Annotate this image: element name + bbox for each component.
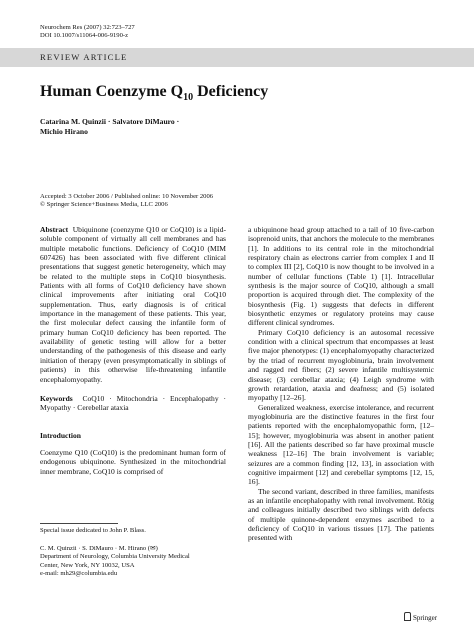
doi: DOI 10.1007/s11064-006-9190-z xyxy=(40,32,129,40)
keywords xyxy=(40,394,226,413)
publication-dates: Accepted: 3 October 2006 / Published online: 10 November 2006 © Springer Science+Business Media, LLC 2006 xyxy=(40,193,214,209)
affiliation-line: C. M. Quinzii · S. DiMauro · M. Hirano (✉) xyxy=(40,545,158,553)
introduction-heading: Introduction xyxy=(40,430,81,440)
journal-header xyxy=(40,24,135,41)
email: e-mail: mh29@columbia.edu xyxy=(40,569,118,577)
author-list: Catarina M. Quinzii · Salvatore DiMauro · Michio Hirano xyxy=(40,117,180,136)
article-type-banner xyxy=(0,48,474,67)
paragraph: a ubiquinone head group attached to a tail of 10 five-carbon isoprenoid units, that anchors the molecule to the membranes [1]. In additions to its central role in the mitochondrial respiratory chain as electrons carrier from complex I and II to complex III [2], CoQ10 is now thought to be involved in a number of cellular functions (Table 1) [1]. Intracellular synthesis is the major source of CoQ10, although a small proportion is acquired through diet. The complexity of the biosynthesis (Fig. 1) suggests that defects in different biosynthetic enzymes or regulatory proteins may cause different clinical syndromes. xyxy=(248,225,434,328)
abstract xyxy=(40,225,226,384)
journal-citation: Neurochem Res (2007) 32:723–727 xyxy=(40,24,135,31)
abstract-heading: Abstract xyxy=(40,225,69,234)
left-column xyxy=(40,225,226,476)
article-title: Human Coenzyme $Q_{10}$ Deficiency xyxy=(40,83,269,104)
affiliation-line: Center, New York, NY 10032, USA xyxy=(40,561,135,569)
right-column xyxy=(248,225,434,543)
publisher-logo: Springer xyxy=(404,612,437,622)
paragraph: The second variant, described in three families, manifests as an infantile encephalopathy with renal involvement. Rötig and colleagues initially described two siblings with defects of multiple quinone-dependent enzymes ascribed to a deficiency of CoQ10 in various tissues [17]. The patients presented with xyxy=(248,486,434,543)
affiliation-line: Department of Neurology, Columbia University Medical xyxy=(40,553,190,561)
footnote xyxy=(40,523,190,578)
paragraph: Generalized weakness, exercise intolerance, and recurrent myoglobinuria are the distinctive features in the first four patients reported with the encephalomyopathic form, [12–15]; however, myoglobinuria was absent in another patient [16]. All the patients described so far have proximal muscle weakness [12–16] The brain involvement is variable; seizures are a common finding [12, 13], in association with cognitive impairment [12] and cerebellar symptoms [12, 15, 16]. xyxy=(248,402,434,487)
paragraph: Primary CoQ10 deficiency is an autosomal recessive condition with a clinical spectrum that encompasses at least five major phenotypes: (1) encephalomyopathy characterized by the triad of recurrent myoglobinuria, brain involvement and ragged red fibers; (2) severe infantile multisystemic disease; (3) cerebellar ataxia; (4) Leigh syndrome with growth retardation, ataxia and deafness; and (5) isolated myopathy [12–26]. xyxy=(248,327,434,403)
footnote-rule xyxy=(40,523,118,524)
dedication: Special issue dedicated to John P. Blass. xyxy=(40,527,146,534)
keywords-heading: Keywords xyxy=(40,393,73,403)
article-type-label: REVIEW ARTICLE xyxy=(40,52,128,62)
introduction-text: Coenzyme Q10 (CoQ10) is the predominant human form of endogenous ubiquinone. Synthesized in the mitochondrial inner membrane, CoQ10 is comprised of xyxy=(40,447,226,476)
copyright: © Springer Science+Business Media, LLC 2006 xyxy=(40,201,168,209)
abstract-text: Ubiquinone (coenzyme Q10 or CoQ10) is a lipid-soluble component of virtually all cell membranes and has multiple metabolic functions. Deficiency of CoQ10 (MIM 607426) has been associated with five different clinical presentations that suggest genetic heterogeneity, which may be related to the multiple steps in CoQ10 biosynthesis. Patients with all forms of CoQ10 deficiency have shown clinical improvements after initiating oral CoQ10 supplementation. Thus, early diagnosis is of critical importance in the management of these patients. This year, the first molecular defect causing the infantile form of primary human CoQ10 deficiency has been reported. The availability of genetic testing will allow for a better understanding of the pathogenesis of this disease and early initiation of therapy (even presymptomatically in siblings of patients) in this otherwise life-threatening infantile encephalomyopathy. xyxy=(40,225,227,384)
springer-horse-icon xyxy=(404,612,411,621)
keywords-text: CoQ10 · Mitochondria · Encephalopathy · Myopathy · Cerebellar ataxia xyxy=(40,393,226,413)
